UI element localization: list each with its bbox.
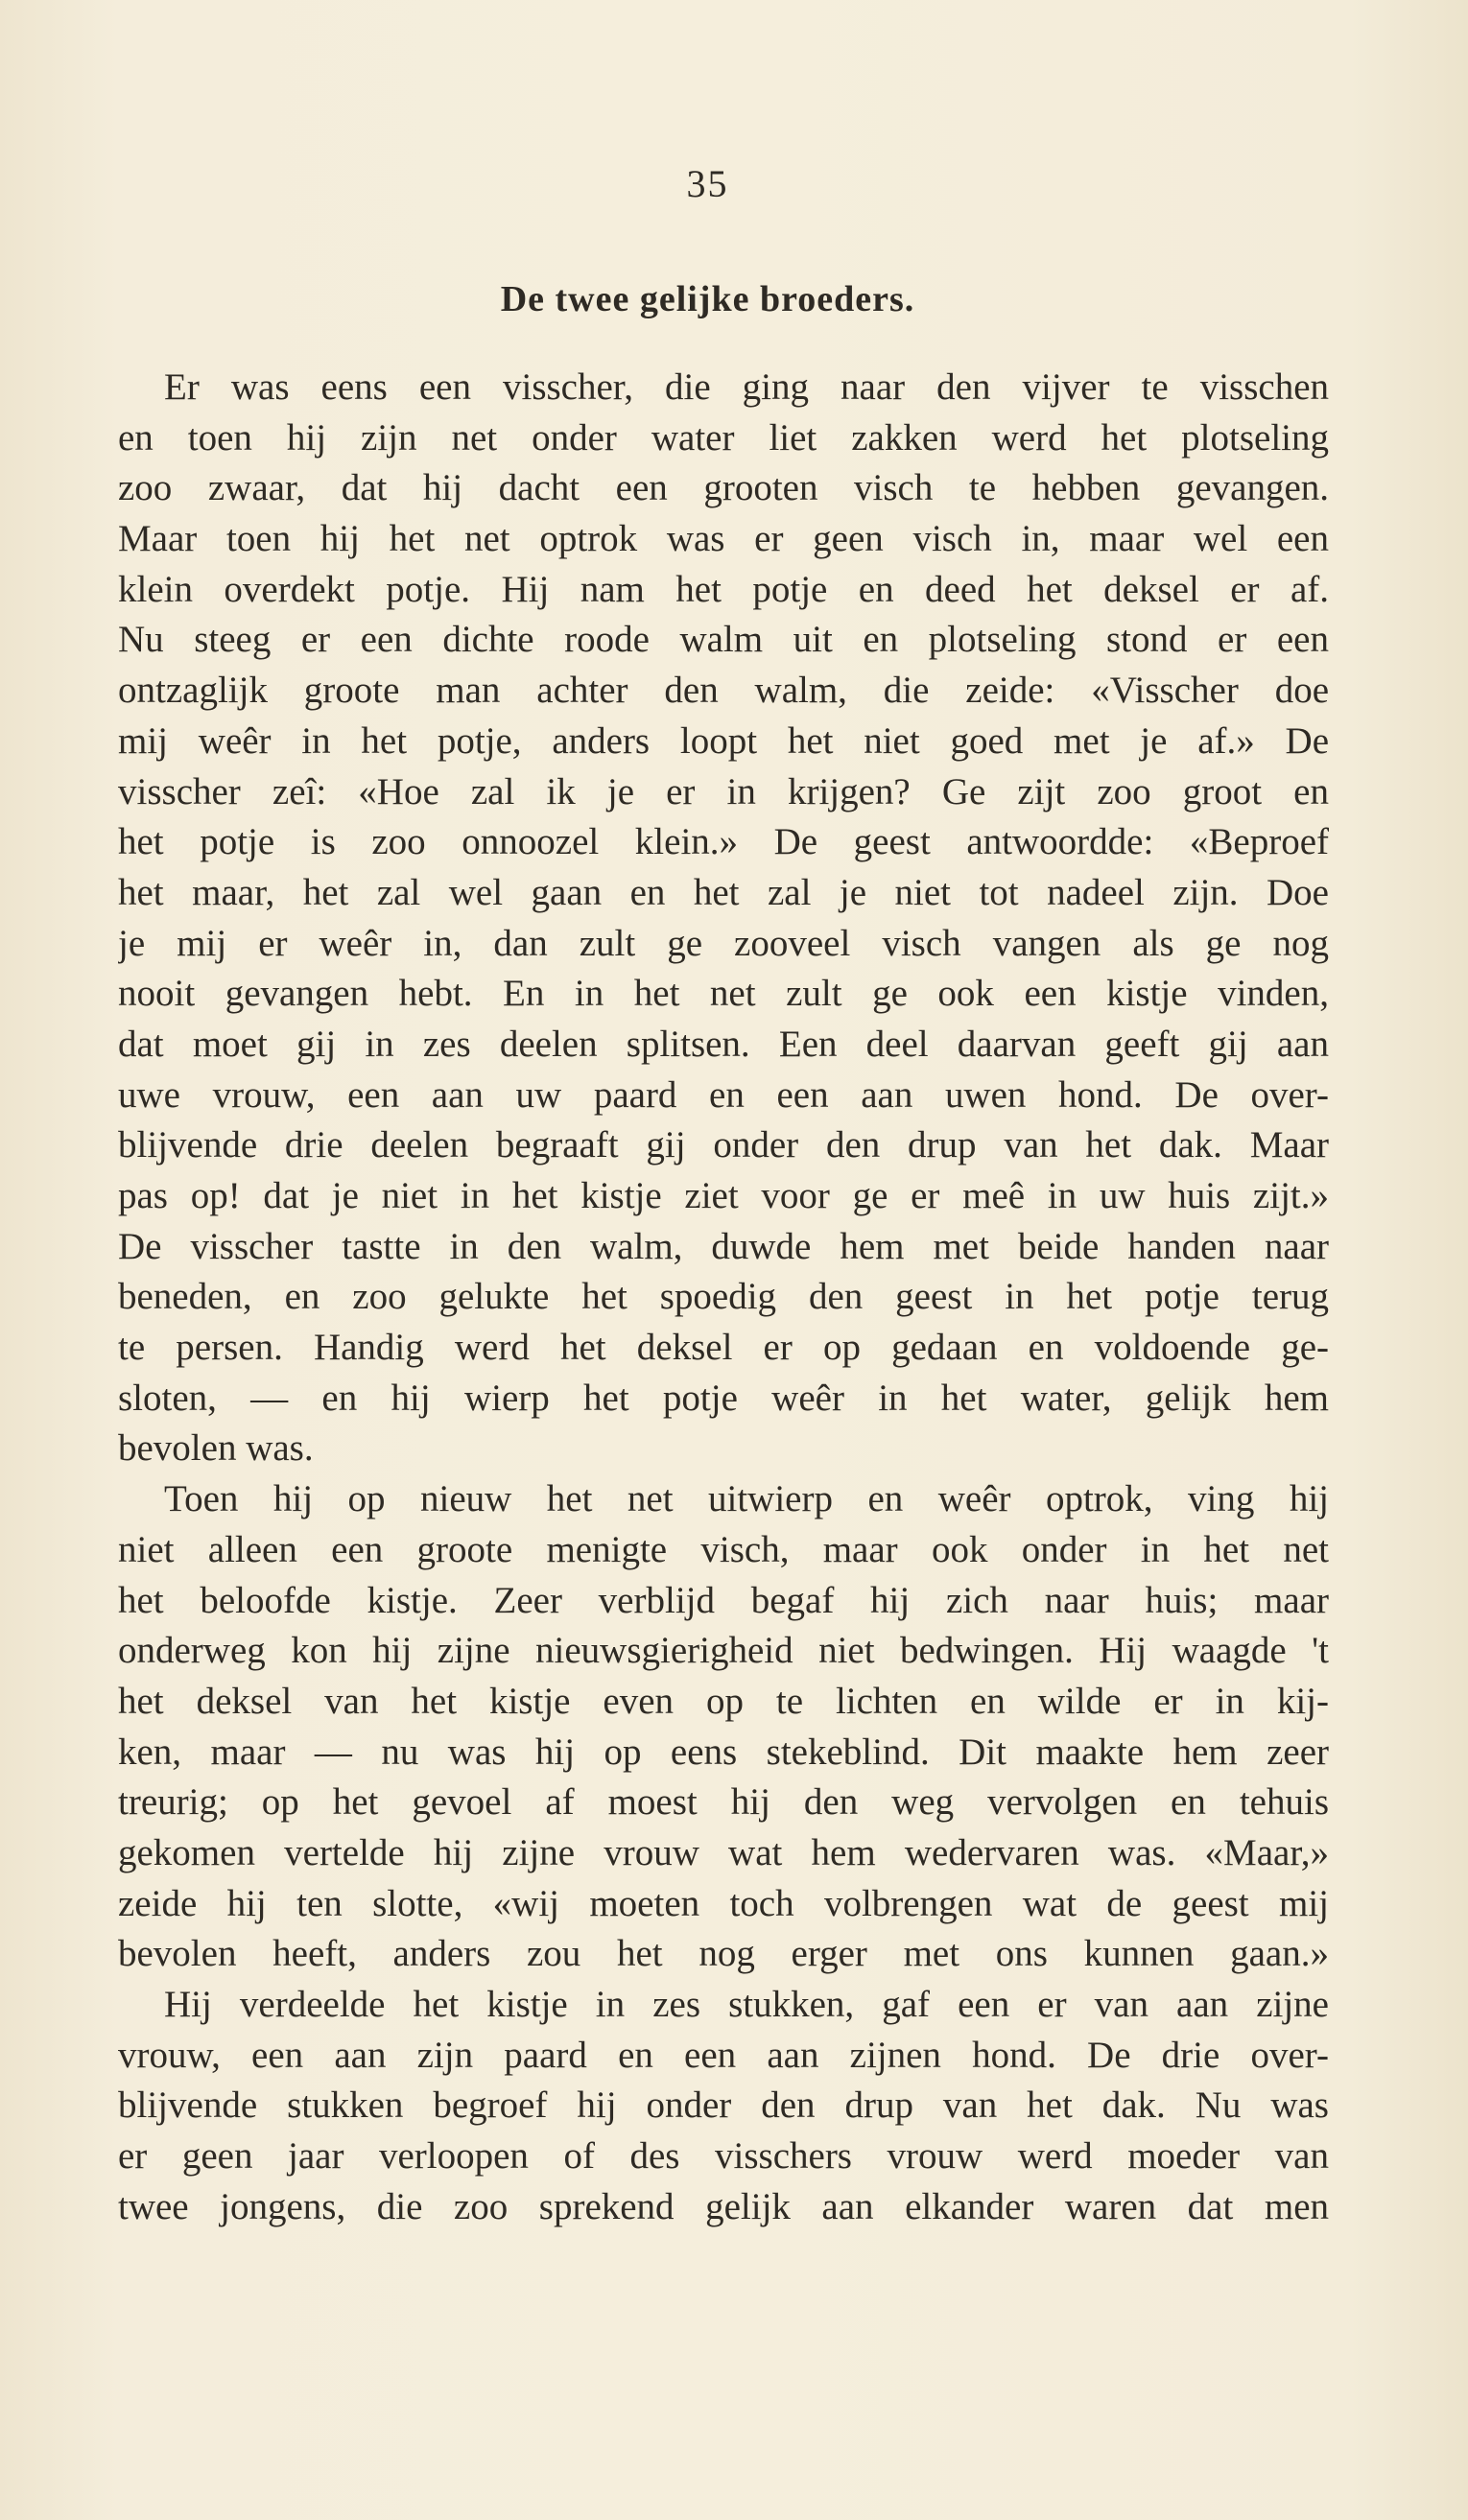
text-line: zeide hij ten slotte, «wij moeten toch volbrengen wat de geest mij xyxy=(118,1882,1329,1924)
text-line: nooit gevangen hebt. En in het net zult ge ook een kistje vinden, xyxy=(118,973,1329,1015)
text-line: onderweg kon hij zijne nieuwsgierigheid niet bedwingen. Hij waagde 't xyxy=(118,1630,1329,1672)
text-line: twee jongens, die zoo sprekend gelijk aan elkander waren dat men xyxy=(118,2185,1329,2227)
text-line: uwe vrouw, een aan uw paard en een aan uwen hond. De over- xyxy=(118,1073,1329,1116)
text-line: het potje is zoo onnoozel klein.» De geest antwoordde: «Beproef xyxy=(118,821,1329,863)
text-line: het beloofde kistje. Zeer verblijd begaf hij zich naar huis; maar xyxy=(118,1579,1329,1621)
text-line: ken, maar — nu was hij op eens stekeblind. Dit maakte hem zeer xyxy=(118,1731,1329,1773)
text-line: klein overdekt potje. Hij nam het potje en deed het deksel er af. xyxy=(118,568,1329,610)
text-line: De visscher tastte in den walm, duwde hem met beide handen naar xyxy=(118,1225,1329,1267)
text-line: te persen. Handig werd het deksel er op gedaan en voldoende ge- xyxy=(118,1327,1329,1369)
text-line: Nu steeg er een dichte roode walm uit en plotseling stond er een xyxy=(118,619,1329,661)
text-line: zoo zwaar, dat hij dacht een grooten visch te hebben gevangen. xyxy=(118,467,1329,509)
text-line: blijvende stukken begroef hij onder den drup van het dak. Nu was xyxy=(118,2084,1329,2127)
page-number: 35 xyxy=(686,162,729,205)
text-line: Er was eens een visscher, die ging naar den vijver te visschen xyxy=(164,366,1329,408)
text-line: bevolen heeft, anders zou het nog erger met ons kunnen gaan.» xyxy=(118,1933,1329,1975)
text-line: Toen hij op nieuw het net uitwierp en weêr optrok, ving hij xyxy=(164,1478,1329,1520)
text-line: mij weêr in het potje, anders loopt het niet goed met je af.» De xyxy=(118,719,1329,762)
text-line: vrouw, een aan zijn paard en een aan zijnen hond. De drie over- xyxy=(118,2034,1329,2076)
text-line: Maar toen hij het net optrok was er geen visch in, maar wel een xyxy=(118,518,1329,560)
text-line: visscher zeî: «Hoe zal ik je er in krijgen? Ge zijt zoo groot en xyxy=(118,770,1329,813)
chapter-title: De twee gelijke broeders. xyxy=(500,279,915,319)
text-line: blijvende drie deelen begraaft gij onder den drup van het dak. Maar xyxy=(118,1124,1329,1166)
text-line: het deksel van het kistje even op te lichten en wilde er in kij- xyxy=(118,1680,1329,1722)
text-line: niet alleen een groote menigte visch, maar ook onder in het net xyxy=(118,1528,1329,1570)
text-line: er geen jaar verloopen of des visschers vrouw werd moeder van xyxy=(118,2135,1329,2178)
text-line: en toen hij zijn net onder water liet zakken werd het plotseling xyxy=(118,416,1329,459)
body-text xyxy=(118,363,1329,2232)
text-line: treurig; op het gevoel af moest hij den weg vervolgen en tehuis xyxy=(118,1781,1329,1824)
text-line: dat moet gij in zes deelen splitsen. Een deel daarvan geeft gij aan xyxy=(118,1023,1329,1065)
text-line: pas op! dat je niet in het kistje ziet voor ge er meê in uw huis zijt.» xyxy=(118,1175,1329,1216)
text-line: ontzaglijk groote man achter den walm, die zeide: «Visscher doe xyxy=(118,670,1329,712)
text-line: sloten, — en hij wierp het potje weêr in het water, gelijk hem xyxy=(118,1377,1329,1419)
text-line: beneden, en zoo gelukte het spoedig den geest in het potje terug xyxy=(118,1276,1329,1318)
text-line: Hij verdeelde het kistje in zes stukken, gaf een er van aan zijne xyxy=(164,1984,1329,2025)
text-line: gekomen vertelde hij zijne vrouw wat hem wedervaren was. «Maar,» xyxy=(118,1831,1329,1873)
text-line: het maar, het zal wel gaan en het zal je niet tot nadeel zijn. Doe xyxy=(118,871,1329,913)
text-line: bevolen was. xyxy=(118,1427,314,1470)
text-line: je mij er weêr in, dan zult ge zooveel visch vangen als ge nog xyxy=(118,922,1329,964)
